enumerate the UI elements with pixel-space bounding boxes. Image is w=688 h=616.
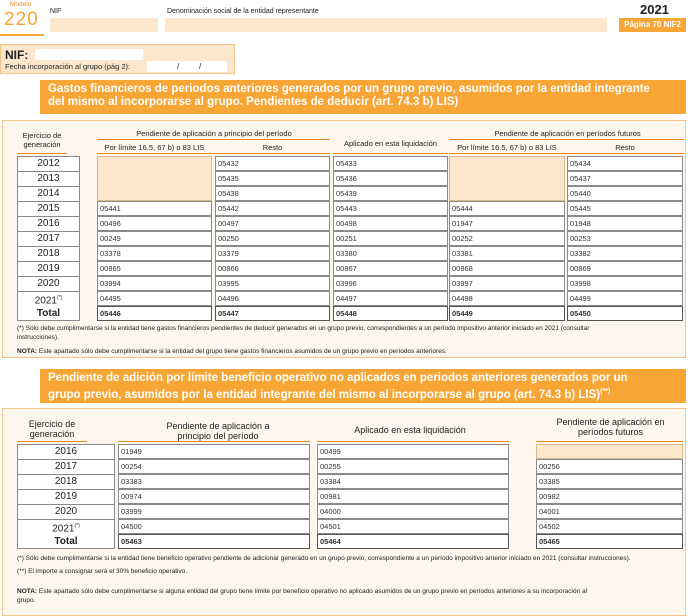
modelo-number: 220 [4, 9, 39, 30]
s1-note2-bold: NOTA: [17, 348, 38, 355]
s2-input-c1[interactable] [118, 444, 310, 459]
s1-col-applied: Aplicado en esta liquidación [344, 139, 437, 148]
section1-title-line2: del mismo al incorporarse al grupo. Pendientes de deducir (art. 74.3 b) LIS) [48, 96, 459, 108]
s2-input-c3[interactable] [536, 459, 683, 474]
s2-input-c2[interactable] [317, 504, 509, 519]
s1-box-code: 03998 [570, 279, 591, 288]
s1-total-label [17, 307, 80, 320]
s2-input-c1[interactable] [118, 519, 310, 534]
s2-year-text: 2018 [54, 476, 78, 487]
s2-input-c3[interactable] [536, 489, 683, 504]
s1-group-future: Pendiente de aplicación en períodos futuros [494, 129, 641, 138]
s1-group-start: Pendiente de aplicación a principio del período [136, 129, 292, 138]
s1-year-text: 2021 [34, 295, 57, 307]
s1-year-cell [17, 202, 80, 215]
s2-input-c1[interactable] [118, 474, 310, 489]
section2-title [40, 369, 686, 403]
s1-box-code: 00868 [452, 264, 473, 273]
header [0, 0, 688, 40]
s1-total-c5[interactable] [567, 306, 683, 321]
s1-input-c4[interactable] [449, 231, 565, 246]
s2-total-code: 05464 [320, 537, 341, 546]
fecha-label: Fecha incorporación al grupo (pág 2): [5, 62, 131, 71]
page-label [619, 18, 686, 32]
s1-input-c3[interactable] [333, 231, 448, 246]
s2-total-label [17, 535, 115, 548]
s2-year-text: 2020 [54, 506, 78, 517]
s2-year-text: 2017 [54, 461, 78, 472]
s2-box-code: 00254 [121, 462, 142, 471]
s2-box-code: 04502 [539, 522, 560, 531]
s1-year-sup: (*) [56, 295, 63, 301]
s1-year-cell [17, 172, 80, 185]
s1-input-c2[interactable] [215, 276, 330, 291]
s1-input-c1[interactable] [97, 276, 212, 291]
s1-col-limit: Por límite 16.5, 67 b) o 83 LIS [104, 143, 205, 152]
s1-input-c5[interactable] [567, 186, 683, 201]
s1-input-c4[interactable] [449, 246, 565, 261]
s2-year-text: 2021 [52, 523, 75, 535]
s1-box-code: 05433 [336, 159, 357, 168]
s1-box-code: 03995 [218, 279, 239, 288]
s1-box-code: 00497 [218, 219, 239, 228]
s1-input-c2[interactable] [215, 171, 330, 186]
s1-box-code: 05443 [336, 204, 357, 213]
s1-input-c1[interactable] [97, 261, 212, 276]
nif-block [0, 44, 235, 74]
section2-panel [2, 408, 686, 616]
s2-year-cell [17, 475, 115, 488]
s2-pad-future [536, 444, 683, 459]
s2-box-code: 01949 [121, 447, 142, 456]
s1-input-c5[interactable] [567, 156, 683, 171]
s2-box-code: 00974 [121, 492, 142, 501]
s2-box-code: 04001 [539, 507, 560, 516]
s1-input-c5[interactable] [567, 171, 683, 186]
s1-col-resto-future: Resto [615, 143, 635, 152]
s2-year-text: 2019 [54, 491, 78, 502]
s1-box-code: 00252 [452, 234, 473, 243]
s1-box-code: 05432 [218, 159, 239, 168]
s1-box-code: 00249 [100, 234, 121, 243]
s2-box-code: 00982 [539, 492, 560, 501]
s1-input-c4[interactable] [449, 261, 565, 276]
s1-year-text: 2015 [37, 203, 60, 214]
s2-input-c2[interactable] [317, 489, 509, 504]
s1-col-year: Ejercicio de generación [22, 131, 62, 149]
s1-total-c3[interactable] [333, 306, 448, 321]
s1-input-c2[interactable] [215, 246, 330, 261]
s2-year-cell [17, 520, 115, 535]
s1-pad-future-limit [449, 156, 565, 201]
s2-box-code: 00255 [320, 462, 341, 471]
section2-title-line1: Pendiente de adición por límite beneficio operativo no aplicados en periodos anteriores generados por un [48, 372, 628, 384]
s1-year-text: 2013 [37, 173, 60, 184]
s1-box-code: 03380 [336, 249, 357, 258]
s1-input-c3[interactable] [333, 276, 448, 291]
s2-col-future: Pendiente de aplicación en períodos futuros [556, 417, 665, 437]
nif-header-field[interactable] [50, 18, 158, 32]
s1-box-code: 05444 [452, 204, 473, 213]
s1-box-code: 05436 [336, 174, 357, 183]
s1-total-code: 05449 [452, 309, 473, 318]
s1-input-c2[interactable] [215, 291, 330, 306]
section1-title [40, 80, 686, 114]
s1-year-cell [17, 217, 80, 230]
s1-box-code: 05442 [218, 204, 239, 213]
s1-box-code: 05441 [100, 204, 121, 213]
s1-year-cell [17, 277, 80, 290]
s1-box-code: 05439 [336, 189, 357, 198]
s2-note3a: Este apartado sólo debe cumplimentarse si alguna entidad del grupo tiene límite por beneficio operativo no aplicado asumidos de un grupo previo en períodos anteriores a su incorporación al [37, 588, 588, 595]
s2-input-c2[interactable] [317, 474, 509, 489]
s1-box-code: 00251 [336, 234, 357, 243]
section2-title-sup: (**) [600, 388, 611, 395]
s1-input-c3[interactable] [333, 246, 448, 261]
s1-box-code: 03381 [452, 249, 473, 258]
s2-col-year: Ejercicio de generación [28, 419, 76, 439]
s1-box-code: 04495 [100, 294, 121, 303]
s1-box-code: 04499 [570, 294, 591, 303]
s1-total-code: 05447 [218, 309, 239, 318]
s1-input-c5[interactable] [567, 291, 683, 306]
s1-input-c5[interactable] [567, 201, 683, 216]
s2-input-c2[interactable] [317, 459, 509, 474]
s2-box-code: 04501 [320, 522, 341, 531]
s2-box-code: 00499 [320, 447, 341, 456]
s1-note1b: instrucciones). [17, 334, 59, 341]
s1-input-c4[interactable] [449, 291, 565, 306]
s1-box-code: 04496 [218, 294, 239, 303]
s1-input-c1[interactable] [97, 201, 212, 216]
s2-box-code: 03384 [320, 477, 341, 486]
s1-input-c2[interactable] [215, 261, 330, 276]
s2-input-c1[interactable] [118, 504, 310, 519]
s1-input-c3[interactable] [333, 261, 448, 276]
s2-total-text: Total [54, 536, 78, 547]
s1-col-limit-future: Por límite 16.5, 67 b) o 83 LIS [457, 143, 557, 152]
s1-input-c3[interactable] [333, 171, 448, 186]
nif-label: NIF: [5, 48, 29, 62]
s2-input-c2[interactable] [317, 519, 509, 534]
s2-box-code: 03383 [121, 477, 142, 486]
date-sep-2: / [199, 62, 202, 71]
s1-total-c2[interactable] [215, 306, 330, 321]
s1-input-c3[interactable] [333, 201, 448, 216]
s1-box-code: 00498 [336, 219, 357, 228]
nif-input[interactable] [35, 49, 143, 60]
s2-box-code: 00256 [539, 462, 560, 471]
s2-note3b: grupo. [17, 597, 36, 604]
section1-title-line1: Gastos financieros de periodos anteriores generados por un grupo previo, asumidos por la entidad integrante [48, 83, 650, 95]
s2-input-c3[interactable] [536, 474, 683, 489]
s1-input-c5[interactable] [567, 216, 683, 231]
s1-year-text: 2012 [37, 158, 60, 169]
s2-input-c1[interactable] [118, 459, 310, 474]
s1-input-c5[interactable] [567, 246, 683, 261]
s1-input-c3[interactable] [333, 156, 448, 171]
s1-box-code: 05435 [218, 174, 239, 183]
s1-box-code: 00253 [570, 234, 591, 243]
page-label-text: Página 70 NIF2 [624, 20, 681, 29]
s2-col-applied: Aplicado en esta liquidación [354, 425, 466, 435]
s2-box-code: 04500 [121, 522, 142, 531]
s1-input-c1[interactable] [97, 291, 212, 306]
s1-box-code: 00250 [218, 234, 239, 243]
s1-input-c3[interactable] [333, 216, 448, 231]
s1-note1a: (*) Sólo debe cumplimentarse si la entidad tiene gastos financieros pendientes de deducir generados en un grupo previo, correspondientes a un período impositivo anterior iniciado en 2021 (consultar [17, 325, 590, 332]
s2-col-start: Pendiente de aplicación a principio del período [166, 421, 270, 441]
s1-box-code: 01947 [452, 219, 473, 228]
section2-title-line2: grupo previo, asumidos por la entidad integrante del mismo al incorporarse al grupo (art. 74.3 b) LIS) [48, 388, 601, 401]
s1-box-code: 05437 [570, 174, 591, 183]
s1-year-cell [17, 187, 80, 200]
s1-year-text: 2014 [37, 188, 60, 199]
s1-year-text: 2020 [37, 278, 60, 289]
s1-box-code: 01948 [570, 219, 591, 228]
s1-total-code: 05450 [570, 309, 591, 318]
s1-pad-start-limit [97, 156, 212, 201]
s1-year-cell [17, 262, 80, 275]
s2-input-c2[interactable] [317, 444, 509, 459]
s2-note1: (*) Sólo debe cumplimentarse si la entidad tiene beneficio operativo pendiente de adicionar generado en un grupo previo, correspondiente a un período impositivo anterior iniciado en 2021 (consultar instrucciones). [17, 555, 631, 562]
s2-year-cell [17, 505, 115, 518]
s2-total-c2[interactable] [317, 534, 509, 549]
s2-note3-bold: NOTA: [17, 588, 38, 595]
s1-year-text: 2016 [37, 218, 60, 229]
s2-year-text: 2016 [54, 446, 78, 457]
s2-year-sup: (*) [74, 523, 80, 529]
s1-note1 [17, 324, 682, 342]
s2-box-code: 04000 [320, 507, 341, 516]
s1-total-text: Total [36, 308, 61, 319]
s1-box-code: 03997 [452, 279, 473, 288]
s1-box-code: 00867 [336, 264, 357, 273]
year-label: 2021 [640, 2, 669, 17]
s1-input-c2[interactable] [215, 216, 330, 231]
s1-total-c1[interactable] [97, 306, 212, 321]
s1-year-text: 2018 [37, 248, 60, 259]
s2-year-cell [17, 445, 115, 458]
denominacion-field[interactable] [165, 18, 607, 32]
nif-header-label: NIF [50, 8, 62, 15]
s2-year-cell [17, 460, 115, 473]
s1-input-c2[interactable] [215, 186, 330, 201]
s2-box-code: 00981 [320, 492, 341, 501]
s2-note2: (**) El importe a consignar será el 30% beneficio operativo. [17, 568, 188, 575]
s1-box-code: 00869 [570, 264, 591, 273]
s1-box-code: 03382 [570, 249, 591, 258]
date-sep-1: / [177, 62, 180, 71]
s1-input-c4[interactable] [449, 201, 565, 216]
s1-total-code: 05446 [100, 309, 121, 318]
s1-box-code: 04497 [336, 294, 357, 303]
s2-year-cell [17, 490, 115, 503]
s1-box-code: 00866 [218, 264, 239, 273]
fecha-input[interactable] [147, 61, 227, 72]
s1-input-c4[interactable] [449, 276, 565, 291]
s1-year-text: 2019 [37, 263, 60, 274]
s1-input-c3[interactable] [333, 186, 448, 201]
s2-total-c3[interactable] [536, 534, 683, 549]
s2-box-code: 03385 [539, 477, 560, 486]
s1-box-code: 04498 [452, 294, 473, 303]
s2-input-c3[interactable] [536, 519, 683, 534]
s1-input-c2[interactable] [215, 231, 330, 246]
s2-total-c1[interactable] [118, 534, 310, 549]
s1-year-cell [17, 247, 80, 260]
s1-note2-text: Este apartado sólo debe cumplimentarse si la entidad del grupo tiene gastos financieros asumidos de un grupo previo en períodos anteriores. [37, 348, 447, 355]
s1-col-resto: Resto [262, 143, 283, 152]
s1-total-code: 05448 [336, 309, 357, 318]
s1-input-c5[interactable] [567, 261, 683, 276]
s1-input-c1[interactable] [97, 216, 212, 231]
s2-input-c3[interactable] [536, 504, 683, 519]
s1-note2 [17, 347, 682, 356]
s2-total-code: 05465 [539, 537, 560, 546]
s1-input-c4[interactable] [449, 216, 565, 231]
s1-box-code: 05434 [570, 159, 591, 168]
s1-box-code: 03378 [100, 249, 121, 258]
s1-input-c2[interactable] [215, 156, 330, 171]
s1-box-code: 05438 [218, 189, 239, 198]
s1-year-cell [17, 157, 80, 170]
s1-box-code: 03996 [336, 279, 357, 288]
s1-year-text: 2017 [37, 233, 60, 244]
s1-input-c3[interactable] [333, 291, 448, 306]
denominacion-label: Denominación social de la entidad representante [167, 8, 319, 15]
s1-input-c5[interactable] [567, 231, 683, 246]
s1-input-c1[interactable] [97, 231, 212, 246]
s1-box-code: 00865 [100, 264, 121, 273]
s1-input-c2[interactable] [215, 201, 330, 216]
s2-total-code: 05463 [121, 537, 142, 546]
s1-box-code: 03994 [100, 279, 121, 288]
s1-box-code: 05445 [570, 204, 591, 213]
s1-box-code: 05440 [570, 189, 591, 198]
s1-year-cell [17, 292, 80, 307]
s1-box-code: 00496 [100, 219, 121, 228]
modelo-label: Modelo [10, 1, 32, 8]
s1-total-c4[interactable] [449, 306, 565, 321]
s1-input-c1[interactable] [97, 246, 212, 261]
s2-box-code: 03999 [121, 507, 142, 516]
s2-input-c1[interactable] [118, 489, 310, 504]
s1-input-c5[interactable] [567, 276, 683, 291]
s1-year-cell [17, 232, 80, 245]
s1-box-code: 03379 [218, 249, 239, 258]
s2-note3 [17, 587, 682, 605]
section1-panel [2, 120, 686, 358]
